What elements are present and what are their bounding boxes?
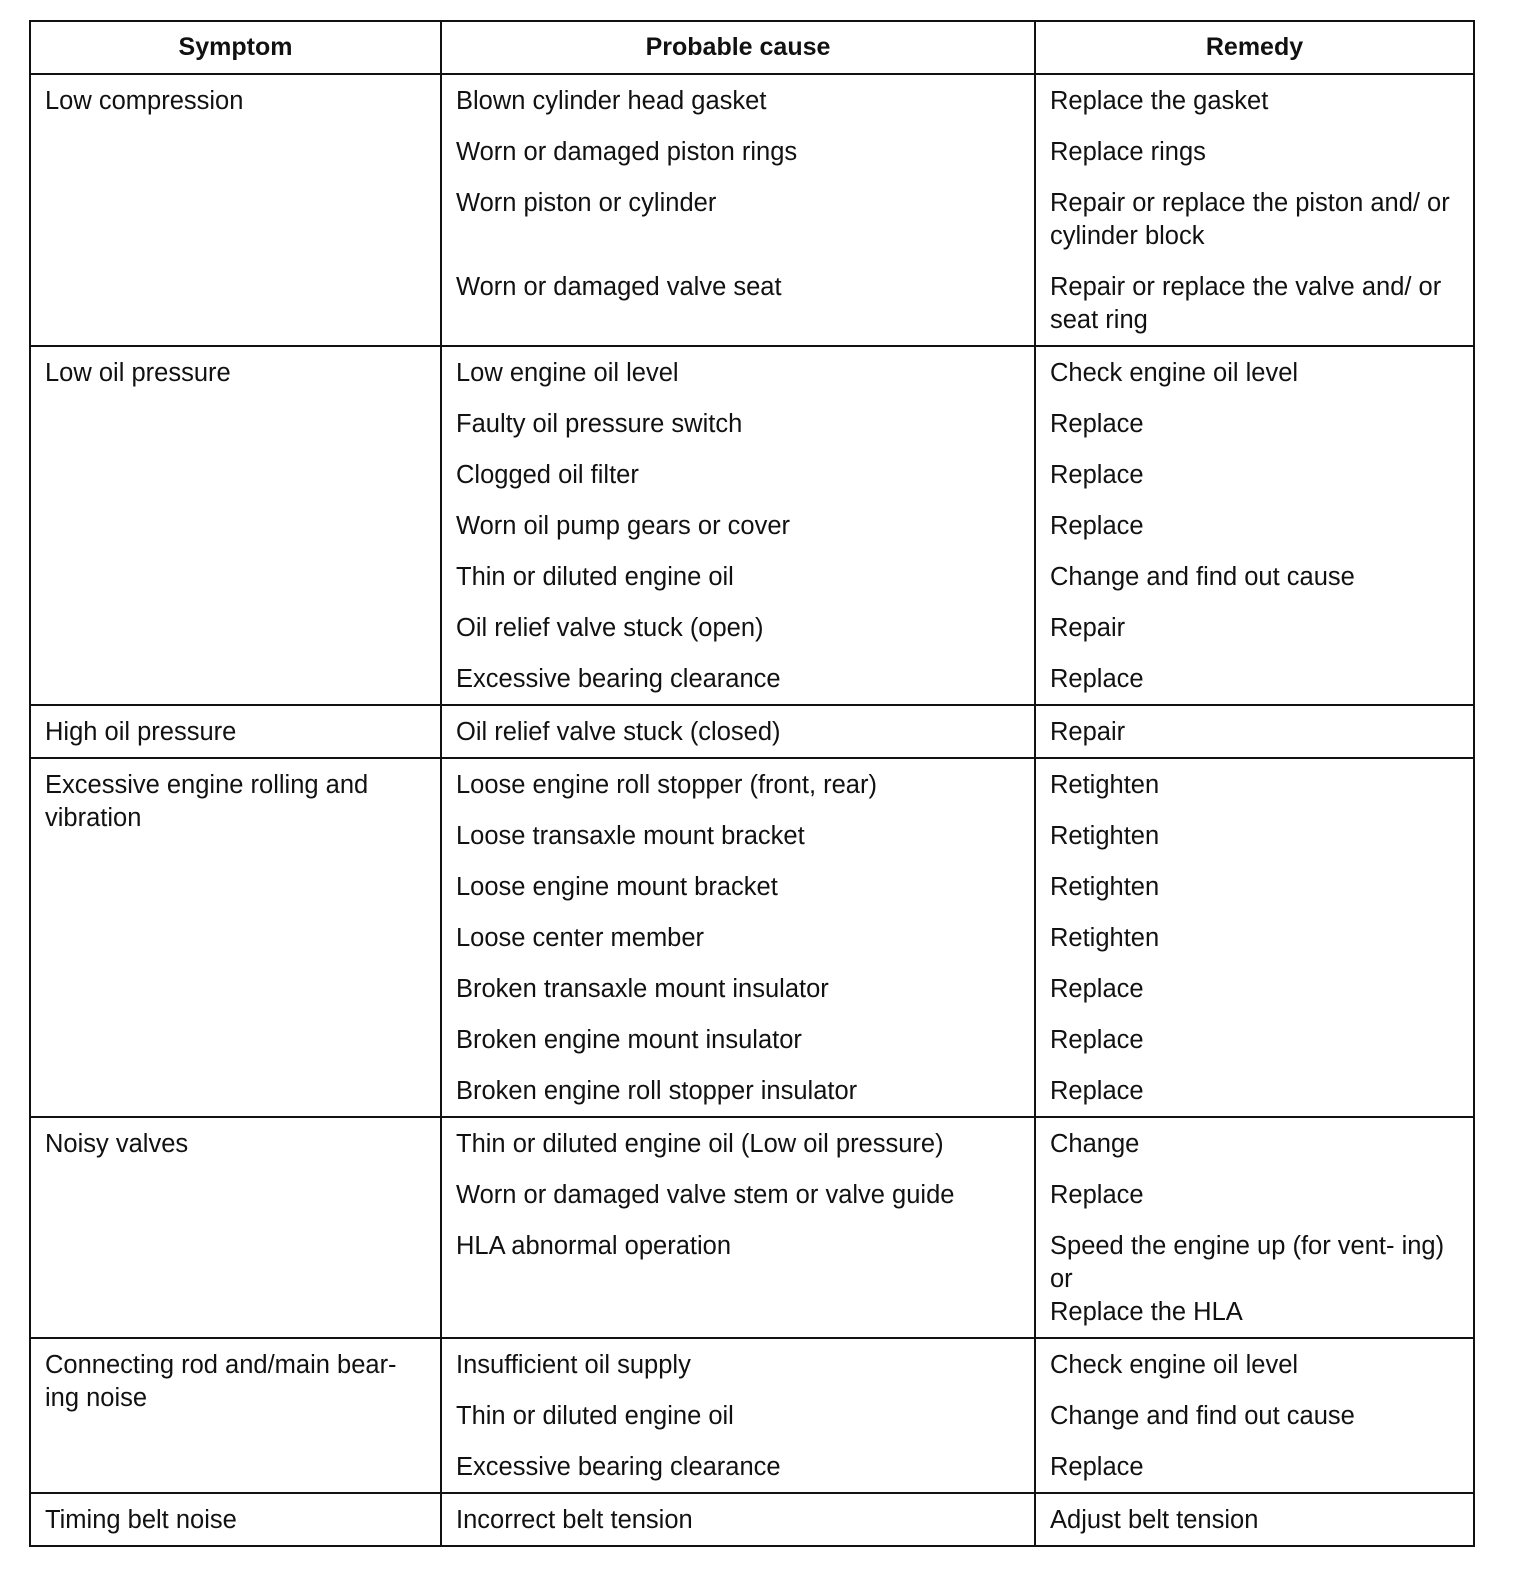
header-remedy: Remedy [1035,21,1474,74]
remedy-cell [1035,1117,1474,1169]
remedy-cell [1035,1493,1474,1546]
remedy-text: Speed the engine up (for vent- ing) or [1050,1232,1445,1293]
cause-cell: HLA abnormal operation [441,1220,1035,1338]
cause-cell: Broken transaxle mount insulator [441,963,1035,1014]
remedy-cell [1035,653,1474,705]
table-row [30,1493,1474,1546]
remedy-text: Replace rings [1050,138,1206,166]
remedy-cell [1035,1338,1474,1390]
cause-cell: Broken engine roll stopper insulator [441,1065,1035,1117]
remedy-text: Retighten [1050,822,1160,850]
remedy-text: Change and find out cause [1050,1402,1355,1430]
table-body [30,74,1474,1546]
cause-cell: Faulty oil pressure switch [441,398,1035,449]
cause-cell: Worn piston or cylinder [441,177,1035,261]
remedy-text: Retighten [1050,924,1160,952]
remedy-text: Replace the gasket [1050,87,1269,115]
table-row [30,1338,1474,1390]
remedy-cell [1035,1390,1474,1441]
remedy-text: Replace [1050,975,1144,1003]
cause-cell: Loose transaxle mount bracket [441,810,1035,861]
cause-cell: Loose engine mount bracket [441,861,1035,912]
table-row [30,346,1474,398]
remedy-cell [1035,1441,1474,1493]
remedy-cell [1035,1169,1474,1220]
cause-cell: Worn or damaged valve stem or valve guide [441,1169,1035,1220]
cause-cell: Thin or diluted engine oil [441,551,1035,602]
cause-cell: Excessive bearing clearance [441,1441,1035,1493]
symptom-cell: Noisy valves [30,1117,441,1338]
remedy-text: Replace [1050,410,1144,438]
remedy-text: Replace [1050,1026,1144,1054]
cause-cell: Clogged oil filter [441,449,1035,500]
remedy-text: Repair [1050,718,1126,746]
remedy-text: Change and find out cause [1050,563,1355,591]
remedy-text: Check engine oil level [1050,1351,1299,1379]
symptom-cell: Low oil pressure [30,346,441,705]
symptom-cell: Connecting rod and/main bear- ing noise [30,1338,441,1493]
remedy-text: Change [1050,1130,1140,1158]
symptom-cell: Timing belt noise [30,1493,441,1546]
remedy-cell [1035,602,1474,653]
header-probable-cause: Probable cause [441,21,1035,74]
table-row [30,1117,1474,1169]
remedy-cell [1035,963,1474,1014]
remedy-text: Replace [1050,1077,1144,1105]
cause-cell: Blown cylinder head gasket [441,74,1035,126]
table-header [30,21,1474,74]
cause-cell: Loose center member [441,912,1035,963]
cause-cell: Worn or damaged piston rings [441,126,1035,177]
remedy-cell [1035,1065,1474,1117]
remedy-text: Repair or replace the valve and/ or seat ring [1050,273,1442,334]
symptom-cell: Excessive engine rolling and vibration [30,758,441,1117]
cause-cell: Loose engine roll stopper (front, rear) [441,758,1035,810]
header-row [30,21,1474,74]
cause-cell: Oil relief valve stuck (closed) [441,705,1035,758]
cause-cell: Excessive bearing clearance [441,653,1035,705]
cause-cell: Broken engine mount insulator [441,1014,1035,1065]
remedy-cell [1035,861,1474,912]
cause-cell: Low engine oil level [441,346,1035,398]
remedy-text: Adjust belt tension [1050,1506,1259,1534]
remedy-text: Retighten [1050,771,1160,799]
remedy-text: Check engine oil level [1050,359,1299,387]
remedy-text: Repair or replace the piston and/ or cylinder block [1050,189,1450,250]
remedy-text: Replace [1050,1453,1144,1481]
remedy-cell [1035,261,1474,346]
symptom-cell: Low compression [30,74,441,346]
remedy-text: Retighten [1050,873,1160,901]
remedy-cell [1035,346,1474,398]
remedy-cell [1035,1014,1474,1065]
remedy-cell [1035,449,1474,500]
header-symptom: Symptom [30,21,441,74]
remedy-cell [1035,126,1474,177]
cause-cell: Thin or diluted engine oil (Low oil pressure) [441,1117,1035,1169]
remedy-cell [1035,810,1474,861]
cause-cell: Oil relief valve stuck (open) [441,602,1035,653]
remedy-cell [1035,912,1474,963]
symptom-cell: High oil pressure [30,705,441,758]
cause-cell: Worn oil pump gears or cover [441,500,1035,551]
remedy-cell [1035,500,1474,551]
cause-cell: Insufficient oil supply [441,1338,1035,1390]
cause-cell: Worn or damaged valve seat [441,261,1035,346]
troubleshooting-table [29,20,1475,1547]
table-row [30,74,1474,126]
remedy-cell [1035,1220,1474,1338]
remedy-cell [1035,551,1474,602]
remedy-text: Replace the HLA [1050,1298,1243,1326]
remedy-cell [1035,758,1474,810]
remedy-text: Replace [1050,1181,1144,1209]
remedy-cell [1035,705,1474,758]
remedy-cell [1035,74,1474,126]
cause-cell: Incorrect belt tension [441,1493,1035,1546]
remedy-cell [1035,177,1474,261]
remedy-text: Repair [1050,614,1126,642]
remedy-text: Replace [1050,461,1144,489]
remedy-text: Replace [1050,512,1144,540]
cause-cell: Thin or diluted engine oil [441,1390,1035,1441]
remedy-cell [1035,398,1474,449]
remedy-text: Replace [1050,665,1144,693]
table-row [30,758,1474,810]
table-row [30,705,1474,758]
